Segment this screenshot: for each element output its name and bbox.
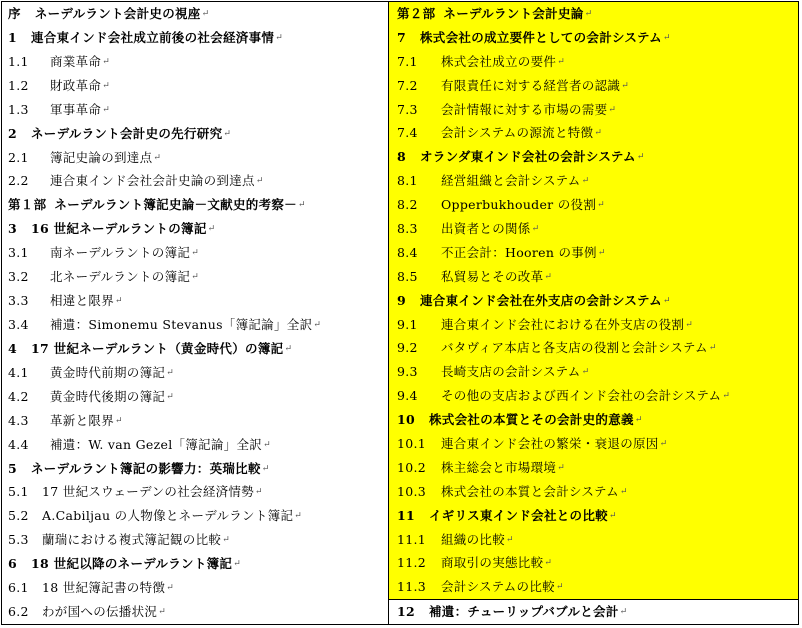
toc-entry-title: 黄金時代後期の簿記 — [50, 388, 166, 404]
toc-entry — [389, 360, 798, 384]
paragraph-return-icon: ↵ — [594, 128, 603, 139]
paragraph-return-icon: ↵ — [581, 176, 590, 187]
toc-entry — [2, 337, 388, 361]
toc-entry — [2, 122, 388, 146]
toc-entry-number: 5 — [8, 460, 17, 476]
toc-entry-title: 補遺：Simonemu Stevanus「簿記論」全訳 — [50, 316, 313, 332]
paragraph-return-icon: ↵ — [597, 200, 605, 211]
paragraph-return-icon: ↵ — [634, 415, 643, 426]
toc-entry-number: 10.1 — [397, 436, 427, 452]
toc-entry-title: 革新と限界 — [50, 412, 115, 428]
toc-entry-number: 第１部 — [8, 197, 47, 213]
toc-entry-title: 会計情報に対する市場の需要 — [441, 101, 608, 117]
toc-entry — [389, 169, 798, 193]
toc-entry — [2, 433, 388, 457]
toc-entry-title: その他の支店および西インド会社の会計システム — [441, 388, 722, 404]
paragraph-return-icon: ↵ — [166, 367, 175, 378]
toc-entry — [2, 169, 388, 193]
toc-entry — [2, 552, 388, 576]
toc-right-column — [389, 2, 798, 624]
toc-entry — [389, 504, 798, 528]
toc-entry-number: 8.5 — [397, 268, 418, 284]
toc-entry-title: A.Cabiljau の人物像とネーデルラント簿記 — [42, 508, 294, 524]
paragraph-return-icon: ↵ — [584, 9, 593, 19]
toc-entry-number: 8.2 — [397, 197, 418, 213]
toc-entry-title: 補遺：W. van Gezel「簿記論」全訳 — [50, 436, 263, 452]
toc-entry — [2, 146, 388, 170]
paragraph-return-icon: ↵ — [555, 582, 564, 593]
toc-entry — [2, 241, 388, 265]
toc-entry — [2, 576, 388, 600]
toc-entry — [389, 456, 798, 480]
toc-entry — [389, 336, 798, 360]
toc-entry-title: 17 世紀ネーデルラント（黄金時代）の簿記 — [31, 340, 284, 356]
toc-entry-title: 株式会社の本質とその会計史的意義 — [429, 412, 634, 428]
toc-entry-title: 連合東インド会社成立前後の社会経済事情 — [31, 29, 275, 45]
toc-entry-title: 財政革命 — [50, 77, 102, 93]
paragraph-return-icon: ↵ — [191, 248, 200, 259]
toc-entry-number: 11.2 — [397, 555, 427, 571]
paragraph-return-icon: ↵ — [261, 463, 270, 474]
toc-entry — [2, 217, 388, 241]
toc-entry-title: ネーデルラント会計史の視座 — [34, 6, 201, 21]
paragraph-return-icon: ↵ — [284, 343, 293, 354]
toc-entry-number: 4.3 — [8, 412, 29, 428]
toc-entry-number: 8.3 — [397, 221, 418, 237]
paragraph-return-icon: ↵ — [115, 296, 123, 307]
toc-entry-title: ネーデルラント会計史論 — [443, 6, 584, 21]
toc-entry-title: 商業革命 — [50, 53, 102, 69]
toc-entry-number: 11.3 — [397, 579, 427, 595]
toc-entry-number: 5.1 — [8, 484, 29, 500]
toc-entry-title: 軍事革命 — [50, 101, 102, 117]
toc-entry-title: 会計システムの比較 — [441, 579, 555, 595]
toc-entry — [389, 480, 798, 504]
toc-entry-number: 第２部 — [397, 6, 436, 21]
paragraph-return-icon: ↵ — [544, 271, 553, 282]
toc-entry — [2, 480, 388, 504]
paragraph-return-icon: ↵ — [201, 9, 210, 19]
toc-entry-number: 1.2 — [8, 77, 29, 93]
toc-entry-number: 10.2 — [397, 459, 427, 475]
paragraph-return-icon: ↵ — [222, 535, 231, 546]
toc-entry-title: 連合東インド会社の繁栄・衰退の原因 — [441, 436, 659, 452]
toc-entry — [389, 432, 798, 456]
paragraph-return-icon: ↵ — [223, 128, 232, 139]
paragraph-return-icon: ↵ — [608, 104, 617, 115]
toc-entry-number: 7 — [397, 29, 406, 45]
toc-entry — [389, 408, 798, 432]
toc-entry — [389, 26, 798, 50]
toc-entry-title: 株式会社の成立要件としての会計システム — [420, 29, 662, 45]
toc-entry-title: 出資者との関係 — [441, 221, 531, 237]
toc-entry-title: 株式会社成立の要件 — [441, 53, 557, 69]
toc-entry — [2, 385, 388, 409]
toc-entry — [389, 2, 798, 26]
toc-entry-title: 経営組織と会計システム — [441, 173, 581, 189]
toc-entry-number: 3.4 — [8, 316, 29, 332]
toc-entry-number: 1.3 — [8, 101, 29, 117]
toc-entry — [389, 241, 798, 265]
toc-entry — [389, 193, 798, 217]
toc-entry-number: 11.1 — [397, 531, 427, 547]
toc-entry-number: 7.2 — [397, 77, 418, 93]
toc-entry-number: 4 — [8, 340, 17, 356]
paragraph-return-icon: ↵ — [294, 511, 303, 522]
toc-entry-number: 1 — [8, 29, 17, 45]
toc-entry-number: 10 — [397, 412, 415, 428]
paragraph-return-icon: ↵ — [662, 295, 671, 306]
toc-entry-number: 7.3 — [397, 101, 418, 117]
toc-entry-number: 4.1 — [8, 364, 29, 380]
toc-entry — [389, 74, 798, 98]
paragraph-return-icon: ↵ — [662, 32, 671, 43]
paragraph-return-icon: ↵ — [255, 487, 263, 498]
toc-entry-title: Opperbukhouder の役割 — [441, 197, 597, 213]
paragraph-return-icon: ↵ — [597, 247, 606, 258]
toc-entry-number: 9.4 — [397, 388, 418, 404]
toc-entry-title: イギリス東インド会社との比較 — [429, 507, 608, 523]
paragraph-return-icon: ↵ — [207, 224, 216, 235]
toc-entry-title: 16 世紀ネーデルラントの簿記 — [31, 221, 207, 237]
toc-entry — [2, 361, 388, 385]
paragraph-return-icon: ↵ — [581, 367, 590, 378]
toc-entry — [2, 600, 388, 624]
toc-entry-number: 5.3 — [8, 532, 29, 548]
toc-entry-title: 18 世紀簿記書の特徴 — [42, 580, 166, 596]
toc-entry — [2, 409, 388, 433]
paragraph-return-icon: ↵ — [636, 152, 645, 163]
paragraph-return-icon: ↵ — [544, 558, 553, 569]
toc-entry-number: 3.3 — [8, 293, 29, 309]
toc-entry-title: 長崎支店の会計システム — [441, 364, 581, 380]
toc-entry — [389, 50, 798, 74]
toc-entry-number: 9.2 — [397, 340, 418, 356]
toc-entry — [389, 599, 798, 624]
toc-entry — [389, 551, 798, 575]
toc-entry — [389, 121, 798, 145]
toc-entry-title: 相違と限界 — [50, 293, 115, 309]
toc-entry — [2, 50, 388, 74]
toc-entry-title: わが国への伝播状況 — [42, 604, 158, 620]
paragraph-return-icon: ↵ — [313, 319, 322, 330]
toc-entry-number: 6.1 — [8, 580, 29, 596]
toc-entry — [389, 384, 798, 408]
paragraph-return-icon: ↵ — [166, 583, 175, 594]
toc-entry — [2, 74, 388, 98]
paragraph-return-icon: ↵ — [619, 607, 628, 618]
toc-entry-title: 南ネーデルラントの簿記 — [50, 245, 191, 261]
toc-entry-number: 8.4 — [397, 244, 418, 260]
toc-entry — [389, 289, 798, 313]
paragraph-return-icon: ↵ — [619, 486, 628, 497]
toc-entry — [2, 26, 388, 50]
toc-entry — [2, 98, 388, 122]
toc-entry-number: 8 — [397, 149, 406, 165]
toc-entry — [389, 575, 798, 599]
paragraph-return-icon: ↵ — [263, 439, 271, 450]
toc-entry-number: 9.3 — [397, 364, 418, 380]
toc-entry-title: 連合東インド会社における在外支店の役割 — [441, 316, 685, 332]
toc-entry-title: ネーデルラント簿記史論－文献史的考察－ — [54, 197, 297, 213]
paragraph-return-icon: ↵ — [557, 462, 566, 473]
toc-entry-number: 4.2 — [8, 388, 29, 404]
paragraph-return-icon: ↵ — [102, 56, 111, 67]
paragraph-return-icon: ↵ — [275, 32, 284, 43]
toc-left-column — [2, 2, 389, 624]
toc-entry-title: 蘭瑞における複式簿記観の比較 — [42, 532, 222, 548]
toc-entry-title: 北ネーデルラントの簿記 — [50, 269, 191, 285]
toc-entry-title: 有限責任に対する経営者の認識 — [441, 77, 621, 93]
paragraph-return-icon: ↵ — [621, 80, 630, 91]
paragraph-return-icon: ↵ — [102, 104, 111, 115]
paragraph-return-icon: ↵ — [158, 607, 167, 618]
paragraph-return-icon: ↵ — [685, 319, 694, 330]
toc-entry — [2, 289, 388, 313]
toc-entry — [2, 193, 388, 217]
paragraph-return-icon: ↵ — [115, 415, 123, 426]
toc-entry — [389, 313, 798, 337]
toc-entry-title: 補遺：チューリップバブルと会計 — [429, 604, 619, 620]
toc-entry — [2, 2, 388, 26]
paragraph-return-icon: ↵ — [708, 343, 717, 354]
paragraph-return-icon: ↵ — [191, 272, 200, 283]
table-of-contents — [1, 1, 799, 625]
toc-entry-title: 連合東インド会社在外支店の会計システム — [420, 292, 662, 308]
toc-entry-number: 4.4 — [8, 436, 29, 452]
toc-entry-number: 3.1 — [8, 245, 29, 261]
toc-entry — [2, 265, 388, 289]
paragraph-return-icon: ↵ — [659, 439, 668, 450]
paragraph-return-icon: ↵ — [297, 200, 306, 211]
toc-entry-number: 12 — [397, 604, 415, 620]
toc-entry-number: 9 — [397, 292, 406, 308]
paragraph-return-icon: ↵ — [506, 534, 514, 545]
toc-entry — [389, 265, 798, 289]
paragraph-return-icon: ↵ — [255, 176, 264, 187]
toc-entry — [2, 504, 388, 528]
toc-entry-number: 3 — [8, 221, 17, 237]
toc-entry-number: 6 — [8, 556, 17, 572]
toc-entry — [389, 528, 798, 552]
toc-entry-title: 連合東インド会社会計史論の到達点 — [50, 173, 255, 189]
toc-entry-number: 1.1 — [8, 53, 29, 69]
toc-entry-title: 簿記史論の到達点 — [50, 149, 153, 165]
toc-entry — [389, 98, 798, 122]
toc-entry-number: 9.1 — [397, 316, 418, 332]
toc-entry — [2, 528, 388, 552]
paragraph-return-icon: ↵ — [608, 510, 617, 521]
toc-entry-title: 会計システムの源流と特徴 — [441, 125, 594, 141]
toc-entry-number: 8.1 — [397, 173, 418, 189]
paragraph-return-icon: ↵ — [102, 80, 111, 91]
toc-entry — [2, 457, 388, 481]
toc-entry-title: 商取引の実態比較 — [441, 555, 544, 571]
toc-entry-title: オランダ東インド会社の会計システム — [420, 149, 636, 165]
toc-entry-number: 序 — [8, 6, 21, 21]
toc-entry-title: 株主総会と市場環境 — [441, 459, 557, 475]
paragraph-return-icon: ↵ — [153, 152, 162, 163]
toc-entry-title: バタヴィア本店と各支店の役割と会計システム — [441, 340, 708, 356]
paragraph-return-icon: ↵ — [557, 56, 566, 67]
toc-entry-title: 18 世紀以降のネーデルラント簿記 — [31, 556, 233, 572]
toc-entry-number: 2 — [8, 125, 17, 141]
toc-entry-number: 3.2 — [8, 269, 29, 285]
toc-entry-title: 株式会社の本質と会計システム — [441, 483, 619, 499]
paragraph-return-icon: ↵ — [233, 559, 242, 570]
toc-entry-number: 2.1 — [8, 149, 29, 165]
toc-entry-title: ネーデルラント簿記の影響力：英瑞比較 — [31, 460, 261, 476]
toc-entry-title: 組織の比較 — [441, 531, 506, 547]
toc-entry-number: 7.4 — [397, 125, 418, 141]
toc-entry — [2, 313, 388, 337]
toc-entry-number: 5.2 — [8, 508, 29, 524]
toc-entry-title: ネーデルラント会計史の先行研究 — [31, 125, 223, 141]
toc-entry — [389, 217, 798, 241]
toc-entry-title: 17 世紀スウェーデンの社会経済情勢 — [42, 484, 255, 500]
toc-entry-title: 私貿易とその改革 — [441, 268, 544, 284]
toc-entry-title: 黄金時代前期の簿記 — [50, 364, 166, 380]
toc-entry-title: 不正会計：Hooren の事例 — [441, 244, 597, 260]
paragraph-return-icon: ↵ — [166, 391, 175, 402]
paragraph-return-icon: ↵ — [722, 391, 731, 402]
toc-entry-number: 7.1 — [397, 53, 418, 69]
paragraph-return-icon: ↵ — [531, 224, 540, 235]
toc-entry-number: 6.2 — [8, 604, 29, 620]
toc-entry-number: 11 — [397, 507, 415, 523]
toc-entry-number: 2.2 — [8, 173, 29, 189]
toc-entry — [389, 145, 798, 169]
toc-entry-number: 10.3 — [397, 483, 427, 499]
